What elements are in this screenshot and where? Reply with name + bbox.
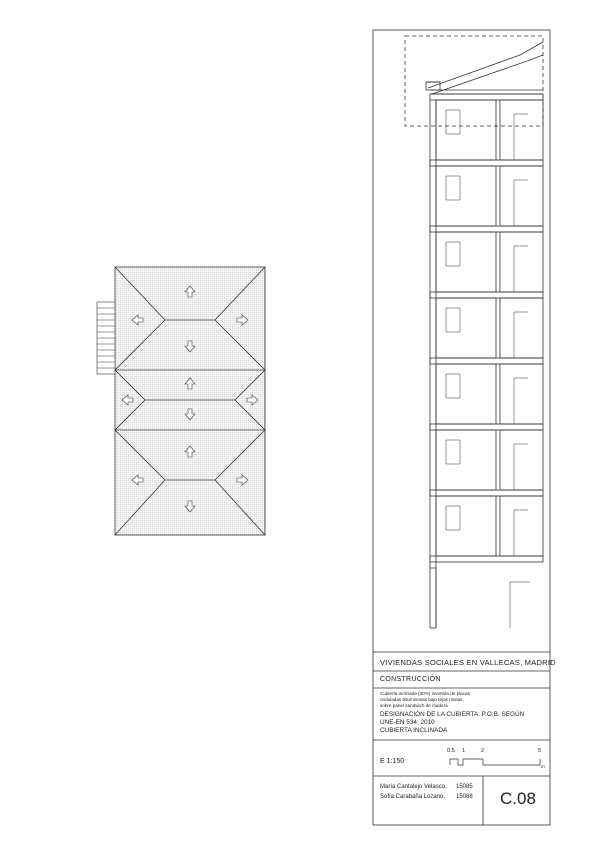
ground-wall [430, 568, 436, 628]
designation-line: CUBIERTA INCLINADA [380, 727, 448, 734]
floor-slabs [430, 94, 543, 562]
roof-plan [115, 267, 265, 535]
roof-outline [115, 267, 265, 535]
scale-label: E 1:150 [380, 758, 405, 765]
scale-tick: 2 [481, 748, 485, 754]
roof-slope-bottom [432, 55, 543, 94]
staircase-icon [97, 302, 115, 374]
description-line: sobre panel sandwich de madera [380, 703, 448, 708]
author-number: 15085 [456, 784, 473, 790]
designation-line: UNE-EN 534: 2010 [380, 719, 435, 726]
description-line: onduladas bituminosas bajo tejas mixtas, [380, 697, 464, 702]
building-section [405, 36, 543, 628]
section-title: CONSTRUCCIÓN [380, 676, 441, 683]
description-line: Cubierta inclinada (30%) invertida de placas [380, 691, 470, 696]
scale-unit: m [541, 764, 545, 769]
detail-frame [405, 36, 543, 126]
author-name: María Cantalejo Velasco. [380, 784, 447, 790]
scale-tick: 0.5 [447, 748, 455, 754]
project-title: VIVIENDAS SOCIALES EN VALLECAS, MADRID [380, 658, 556, 667]
windows [446, 110, 528, 556]
author-name: Sofía Carabaña Lozano. [380, 794, 446, 800]
scale-bar [450, 759, 540, 765]
roof-slope-top [428, 42, 543, 88]
designation-line: DESIGNACIÓN DE LA CUBIERTA: P.O.B. SEGÚN [380, 711, 525, 718]
sheet-number: C.08 [500, 789, 536, 808]
author-number: 15088 [456, 794, 473, 800]
floor-units [436, 100, 543, 556]
scale-tick: 5 [538, 748, 542, 754]
scale-tick: 1 [462, 748, 466, 754]
